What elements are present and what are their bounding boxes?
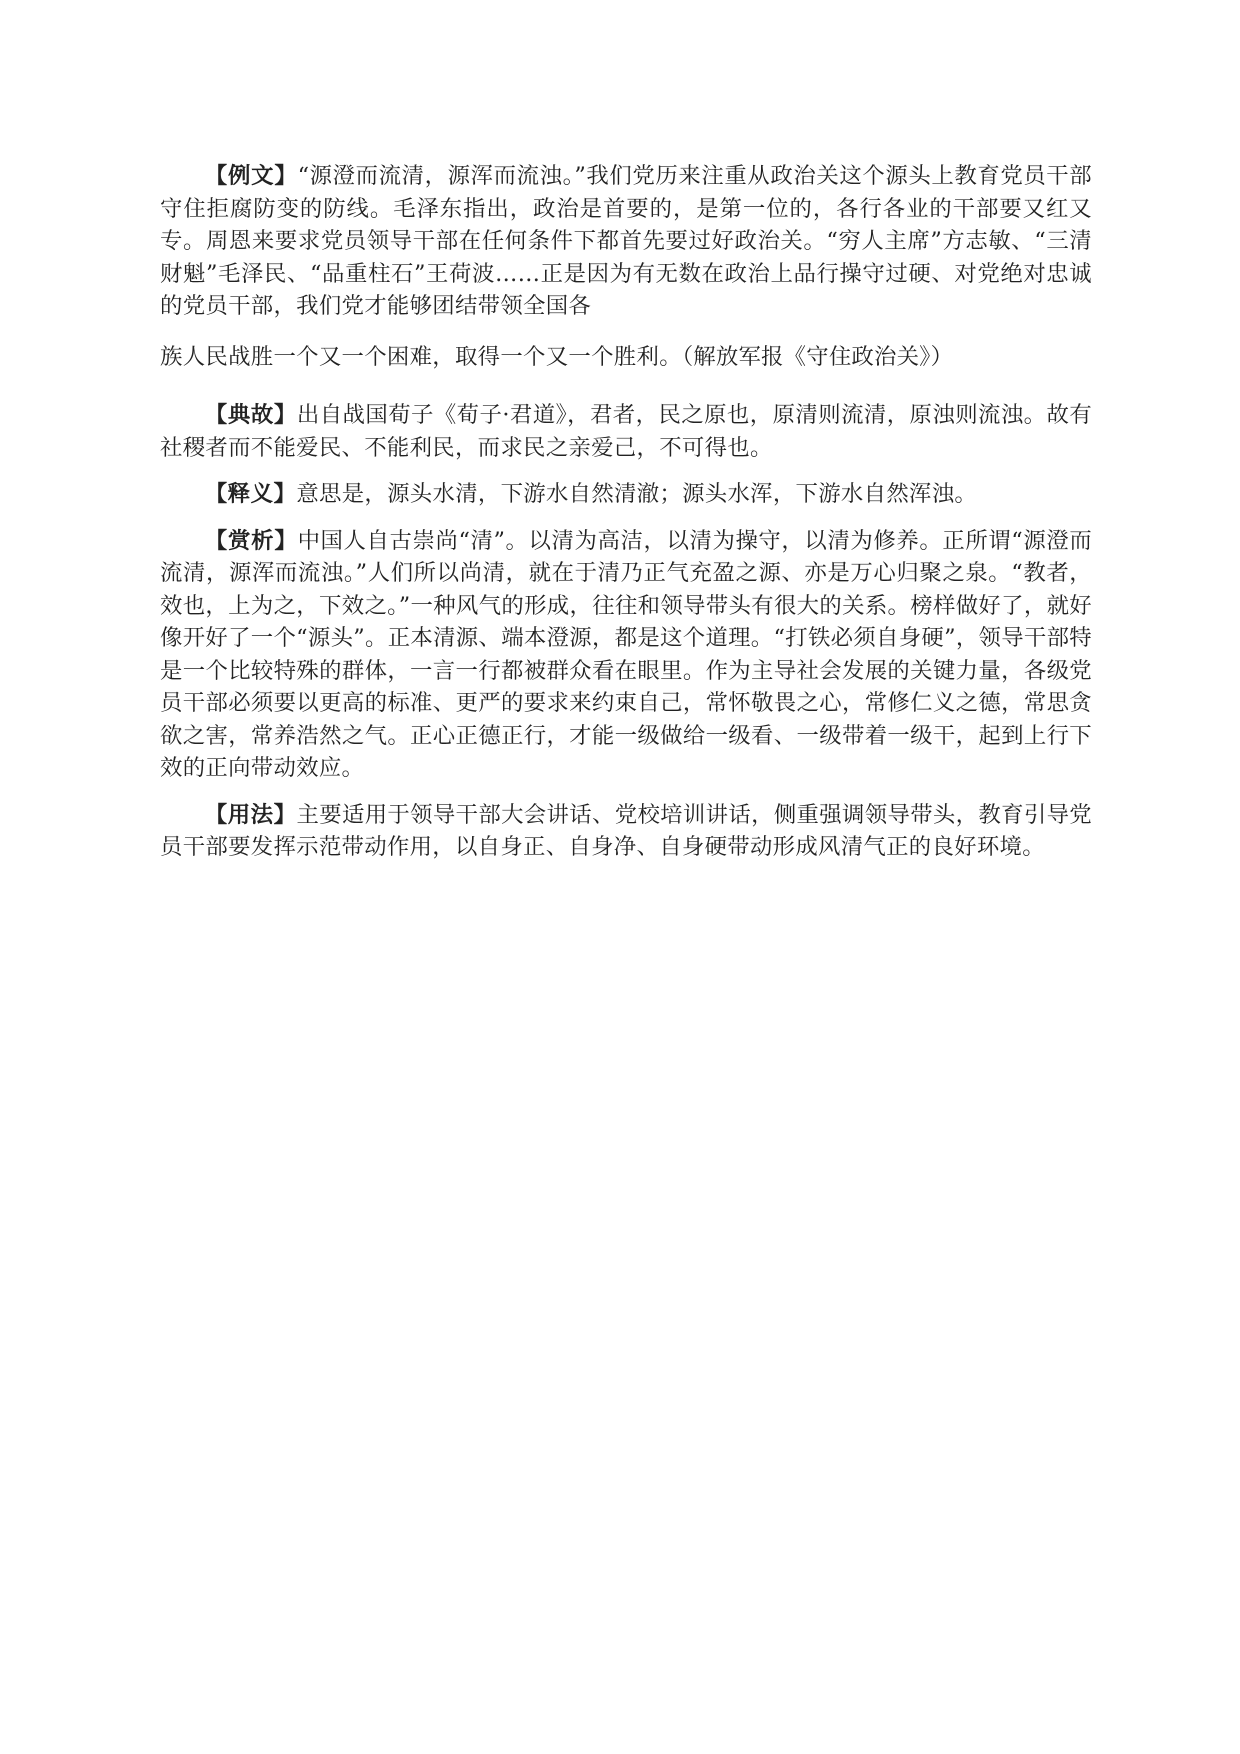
example-paragraph — [160, 160, 1092, 373]
example-source: （解放军报《守住政治关》） — [681, 343, 954, 370]
appreciation-text: 中国人自古崇尚“清”。以清为高洁，以清为操守，以清为修养。正所谓“源澄而流清，源浑而流浊。”人们所以尚清，就在于清乃正气充盈之源、亦是万心归聚之泉。“教者，效也，上为之，下效之。”一种风气的形成，往往和领导带头有很大的关系。榜样做好了，就好像开好了一个“源头”。正本清源、端本澄源，都是这个道理。“打铁必须自身硬”，领导干部特是一个比较特殊的群体，一言一行都被群众看在眼里。作为主导社会发展的关键力量，各级党员干部必须要以更高的标准、更严的要求来约束自己，常怀敬畏之心，常修仁义之德，常思贪欲之害，常养浩然之气。正心正德正行，才能一级做给一级看、一级带着一级干，起到上行下效的正向带动效应。 — [160, 527, 1093, 781]
meaning-label: 【释义】 — [204, 481, 297, 507]
usage-text: 主要适用于领导干部大会讲话、党校培训讲话，侧重强调领导带头，教育引导党员干部要发挥示范带动作用，以自身正、自身净、自身硬带动形成风清气正的良好环境。 — [160, 801, 1093, 860]
meaning-text: 意思是，源头水清，下游水自然清澈；源头水浑，下游水自然浑浊。 — [296, 481, 978, 507]
example-text: “源澄而流清，源浑而流浊。”我们党历来注重从政治关这个源头上教育党员干部守住拒腐防变的防线。毛泽东指出，政治是首要的，是第一位的，各行各业的干部要又红又专。周恩来要求党员领导干部在任何条件下都首先要过好政治关。“穷人主席”方志敏、“三清财魁”毛泽民、“品重柱石”王荷波……正是因为有无数在政治上品行操守过硬、对党绝对忠诚的党员干部，我们党才能够团结带领全国各 — [160, 163, 1092, 319]
appreciation-label: 【赏析】 — [204, 527, 298, 554]
document-page — [160, 160, 1092, 864]
allusion-paragraph — [160, 399, 1092, 464]
example-last-line-wrap — [160, 341, 953, 374]
meaning-paragraph — [160, 478, 1092, 511]
allusion-label: 【典故】 — [204, 402, 297, 428]
appreciation-paragraph — [160, 525, 1092, 785]
example-last-line: 族人民战胜一个又一个困难，取得一个又一个胜利。 — [160, 343, 682, 370]
example-label: 【例文】 — [204, 163, 298, 189]
allusion-text: 出自战国荀子《荀子·君道》，君者，民之原也，原清则流清，原浊则流浊。故有社稷者而不能爱民、不能利民，而求民之亲爱己，不可得也。 — [160, 402, 1093, 461]
usage-label: 【用法】 — [204, 801, 297, 828]
usage-paragraph — [160, 799, 1092, 864]
